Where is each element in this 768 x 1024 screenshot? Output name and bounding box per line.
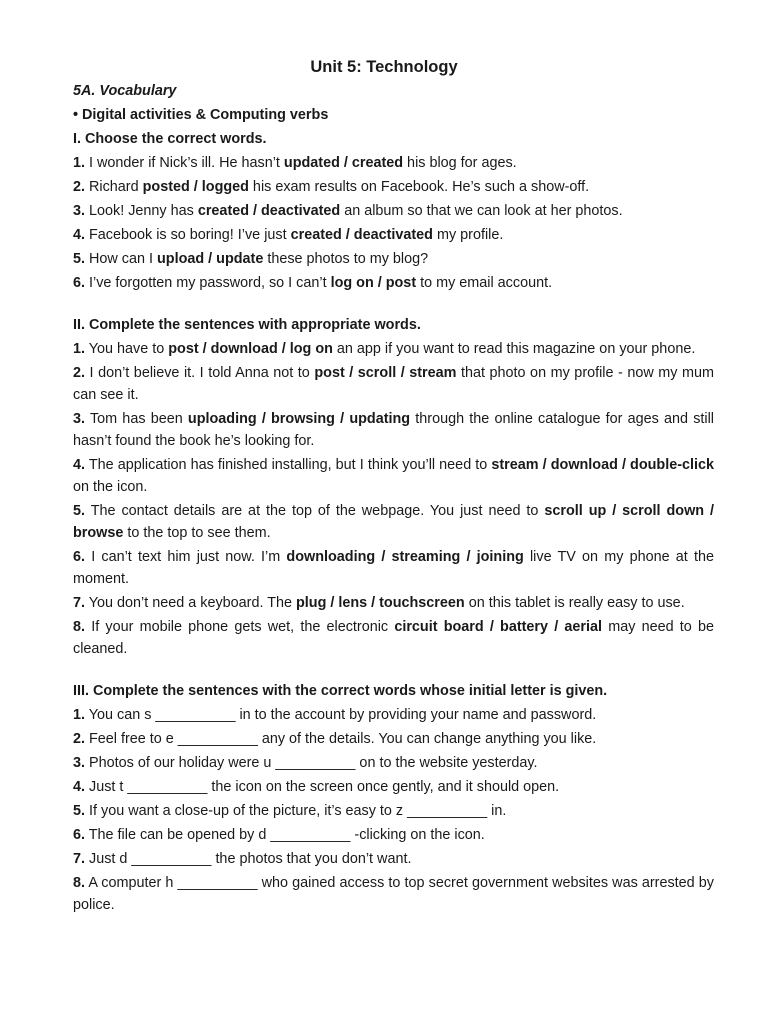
page-title: Unit 5: Technology — [310, 58, 458, 76]
answer-options: posted / logged — [142, 179, 249, 195]
exercise-item — [73, 224, 714, 246]
item-text: If your mobile phone gets wet, the electronic — [85, 619, 395, 635]
item-text: You have to — [85, 341, 169, 357]
exercise-sections — [73, 128, 714, 916]
topic-bullet: • Digital activities & Computing verbs — [73, 107, 329, 123]
item-number: 5. — [73, 803, 86, 819]
item-text: I’ve forgotten my password, so I can’t — [85, 275, 331, 291]
exercise-item — [73, 728, 714, 750]
item-text: his blog for ages. — [403, 155, 517, 171]
item-text: You can s __________ in to the account by providing your name and password. — [85, 707, 597, 723]
item-number: 3. — [73, 755, 86, 771]
item-text: The contact details are at the top of the webpage. You just need to — [85, 503, 545, 519]
item-text: to my email account. — [416, 275, 553, 291]
exercise-item — [73, 362, 714, 406]
item-number: 4. — [73, 779, 86, 795]
item-text: live TV on my phone at the moment. — [73, 549, 714, 587]
item-text: on the icon. — [73, 479, 148, 495]
item-number: 5. — [73, 503, 86, 519]
item-text: The application has finished installing, but I think you’ll need to — [85, 457, 492, 473]
item-text: You don’t need a keyboard. The — [85, 595, 296, 611]
exercise-item — [73, 176, 714, 198]
exercise-heading: III. Complete the sentences with the correct words whose initial letter is given. — [73, 683, 608, 699]
item-number: 2. — [73, 731, 86, 747]
exercise-heading: II. Complete the sentences with appropriate words. — [73, 317, 421, 333]
exercise-item — [73, 248, 714, 270]
answer-options: log on / post — [330, 275, 417, 291]
answer-options: scroll up / scroll down / browse — [73, 503, 715, 541]
item-text: through the online catalogue for ages and still hasn’t found the book he’s looking for. — [73, 411, 714, 449]
item-text: on this tablet is really easy to use. — [464, 595, 685, 611]
item-text: an album so that we can look at her photos. — [340, 203, 623, 219]
item-number: 6. — [73, 827, 86, 843]
exercise-item — [73, 704, 714, 726]
exercise-item — [73, 872, 714, 916]
item-text: an app if you want to read this magazine on your phone. — [332, 341, 696, 357]
item-text: that photo on my profile - now my mum can see it. — [73, 365, 714, 403]
exercise-item — [73, 800, 714, 822]
item-number: 1. — [73, 707, 86, 723]
section-subtitle: 5A. Vocabulary — [73, 83, 177, 99]
item-number: 6. — [73, 275, 86, 291]
item-text: I wonder if Nick’s ill. He hasn’t — [85, 155, 284, 171]
item-text: to the top to see them. — [123, 525, 271, 541]
item-number: 7. — [73, 851, 86, 867]
item-number: 7. — [73, 595, 86, 611]
item-text: Richard — [85, 179, 143, 195]
item-text: his exam results on Facebook. He’s such a show-off. — [248, 179, 590, 195]
answer-options: plug / lens / touchscreen — [295, 595, 465, 611]
exercise-item — [73, 272, 714, 294]
item-text: I don’t believe it. I told Anna not to — [85, 365, 315, 381]
exercise-item — [73, 848, 714, 870]
answer-options: created / deactivated — [197, 203, 341, 219]
exercise-item — [73, 408, 714, 452]
item-number: 1. — [73, 341, 86, 357]
item-text: A computer h __________ who gained access to top secret government websites was arrested by police. — [73, 875, 714, 913]
item-text: may need to be cleaned. — [73, 619, 714, 657]
answer-options: post / scroll / stream — [314, 365, 457, 381]
item-number: 3. — [73, 203, 86, 219]
item-number: 2. — [73, 179, 86, 195]
item-text: I can’t text him just now. I’m — [85, 549, 287, 565]
exercise-item — [73, 616, 714, 660]
exercise-item — [73, 546, 714, 590]
answer-options: updated / created — [283, 155, 404, 171]
exercise-item — [73, 824, 714, 846]
item-number: 3. — [73, 411, 86, 427]
answer-options: stream / download / double-click — [491, 457, 715, 473]
item-text: Feel free to e __________ any of the details. You can change anything you like. — [85, 731, 597, 747]
item-text: How can I — [85, 251, 157, 267]
answer-options: post / download / log on — [168, 341, 333, 357]
item-number: 4. — [73, 227, 86, 243]
exercise-item — [73, 776, 714, 798]
exercise-item — [73, 500, 714, 544]
answer-options: circuit board / battery / aerial — [394, 619, 603, 635]
exercise-item — [73, 752, 714, 774]
item-number: 4. — [73, 457, 86, 473]
answer-options: uploading / browsing / updating — [187, 411, 411, 427]
item-text: If you want a close-up of the picture, it’s easy to z __________ in. — [85, 803, 507, 819]
answer-options: created / deactivated — [290, 227, 433, 243]
answer-options: downloading / streaming / joining — [286, 549, 524, 565]
exercise-item — [73, 454, 714, 498]
item-number: 2. — [73, 365, 86, 381]
item-text: Just t __________ the icon on the screen once gently, and it should open. — [85, 779, 560, 795]
item-text: Just d __________ the photos that you don’t want. — [85, 851, 412, 867]
exercise-item — [73, 592, 714, 614]
exercise-item — [73, 338, 714, 360]
exercise-item — [73, 200, 714, 222]
item-text: Facebook is so boring! I’ve just — [85, 227, 291, 243]
item-text: my profile. — [432, 227, 504, 243]
item-number: 5. — [73, 251, 86, 267]
exercise-heading: I. Choose the correct words. — [73, 131, 267, 147]
item-text: Photos of our holiday were u __________ on to the website yesterday. — [85, 755, 538, 771]
item-number: 1. — [73, 155, 86, 171]
worksheet-content — [73, 80, 714, 918]
exercise-item — [73, 152, 714, 174]
answer-options: upload / update — [157, 251, 264, 267]
item-number: 6. — [73, 549, 86, 565]
item-number: 8. — [73, 875, 86, 891]
item-text: Tom has been — [85, 411, 188, 427]
item-text: these photos to my blog? — [263, 251, 429, 267]
item-text: Look! Jenny has — [85, 203, 198, 219]
item-text: The file can be opened by d __________ -clicking on the icon. — [85, 827, 485, 843]
item-number: 8. — [73, 619, 86, 635]
